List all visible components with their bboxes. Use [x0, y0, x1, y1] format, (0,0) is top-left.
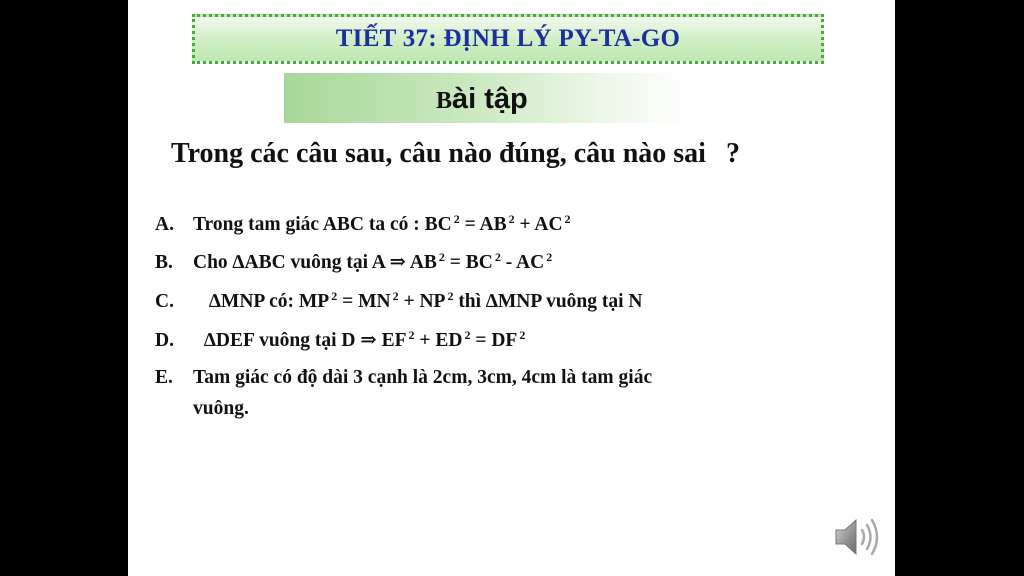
option-a	[155, 212, 571, 236]
question-mark: ?	[725, 138, 740, 169]
option-text: Tam giác có độ dài 3 cạnh là 2cm, 3cm, 4cm là tam giác	[193, 367, 653, 388]
exponent: 2	[331, 289, 338, 303]
option-text: = MN	[337, 291, 391, 312]
exponent: 2	[519, 328, 526, 342]
option-text: Trong tam giác ABC ta có : BC	[193, 214, 452, 235]
exponent: 2	[408, 328, 415, 342]
option-e-continuation: vuông.	[193, 398, 249, 419]
option-c	[155, 289, 643, 313]
option-text: = AB	[459, 214, 507, 235]
option-text: ∆DEF vuông tại D ⇒ EF	[204, 330, 407, 351]
option-text: + NP	[398, 291, 446, 312]
title-banner	[192, 14, 824, 64]
option-text: + AC	[514, 214, 563, 235]
question-text	[171, 138, 740, 170]
option-letter: E.	[155, 367, 173, 388]
option-letter: A.	[155, 214, 174, 235]
subtitle-first-letter: B	[436, 88, 453, 114]
option-text: - AC	[500, 252, 545, 273]
subtitle-banner	[284, 73, 691, 123]
option-b	[155, 250, 552, 274]
slide	[128, 0, 895, 576]
option-letter: D.	[155, 330, 174, 351]
option-letter: C.	[155, 291, 174, 312]
option-text: Cho ∆ABC vuông tại A ⇒ AB	[193, 252, 437, 273]
exponent: 2	[494, 250, 501, 264]
question-body: Trong các câu sau, câu nào đúng, câu nào sai	[171, 138, 706, 169]
exponent: 2	[508, 212, 515, 226]
exponent: 2	[392, 289, 399, 303]
option-text: ∆MNP có: MP	[209, 291, 330, 312]
option-letter: B.	[155, 252, 173, 273]
option-d	[155, 328, 525, 352]
subtitle	[436, 83, 528, 116]
option-text: + ED	[414, 330, 463, 351]
exponent: 2	[453, 212, 460, 226]
exponent: 2	[464, 328, 471, 342]
exponent: 2	[546, 250, 553, 264]
option-e	[155, 367, 652, 389]
subtitle-rest: ài tập	[452, 83, 528, 115]
option-text: = BC	[444, 252, 493, 273]
option-text: = DF	[470, 330, 518, 351]
exponent: 2	[564, 212, 571, 226]
option-text: thì ∆MNP vuông tại N	[453, 291, 643, 312]
exponent: 2	[438, 250, 445, 264]
speaker-icon[interactable]	[832, 513, 884, 561]
slide-title: TIẾT 37: ĐỊNH LÝ PY-TA-GO	[335, 25, 681, 52]
exponent: 2	[447, 289, 454, 303]
